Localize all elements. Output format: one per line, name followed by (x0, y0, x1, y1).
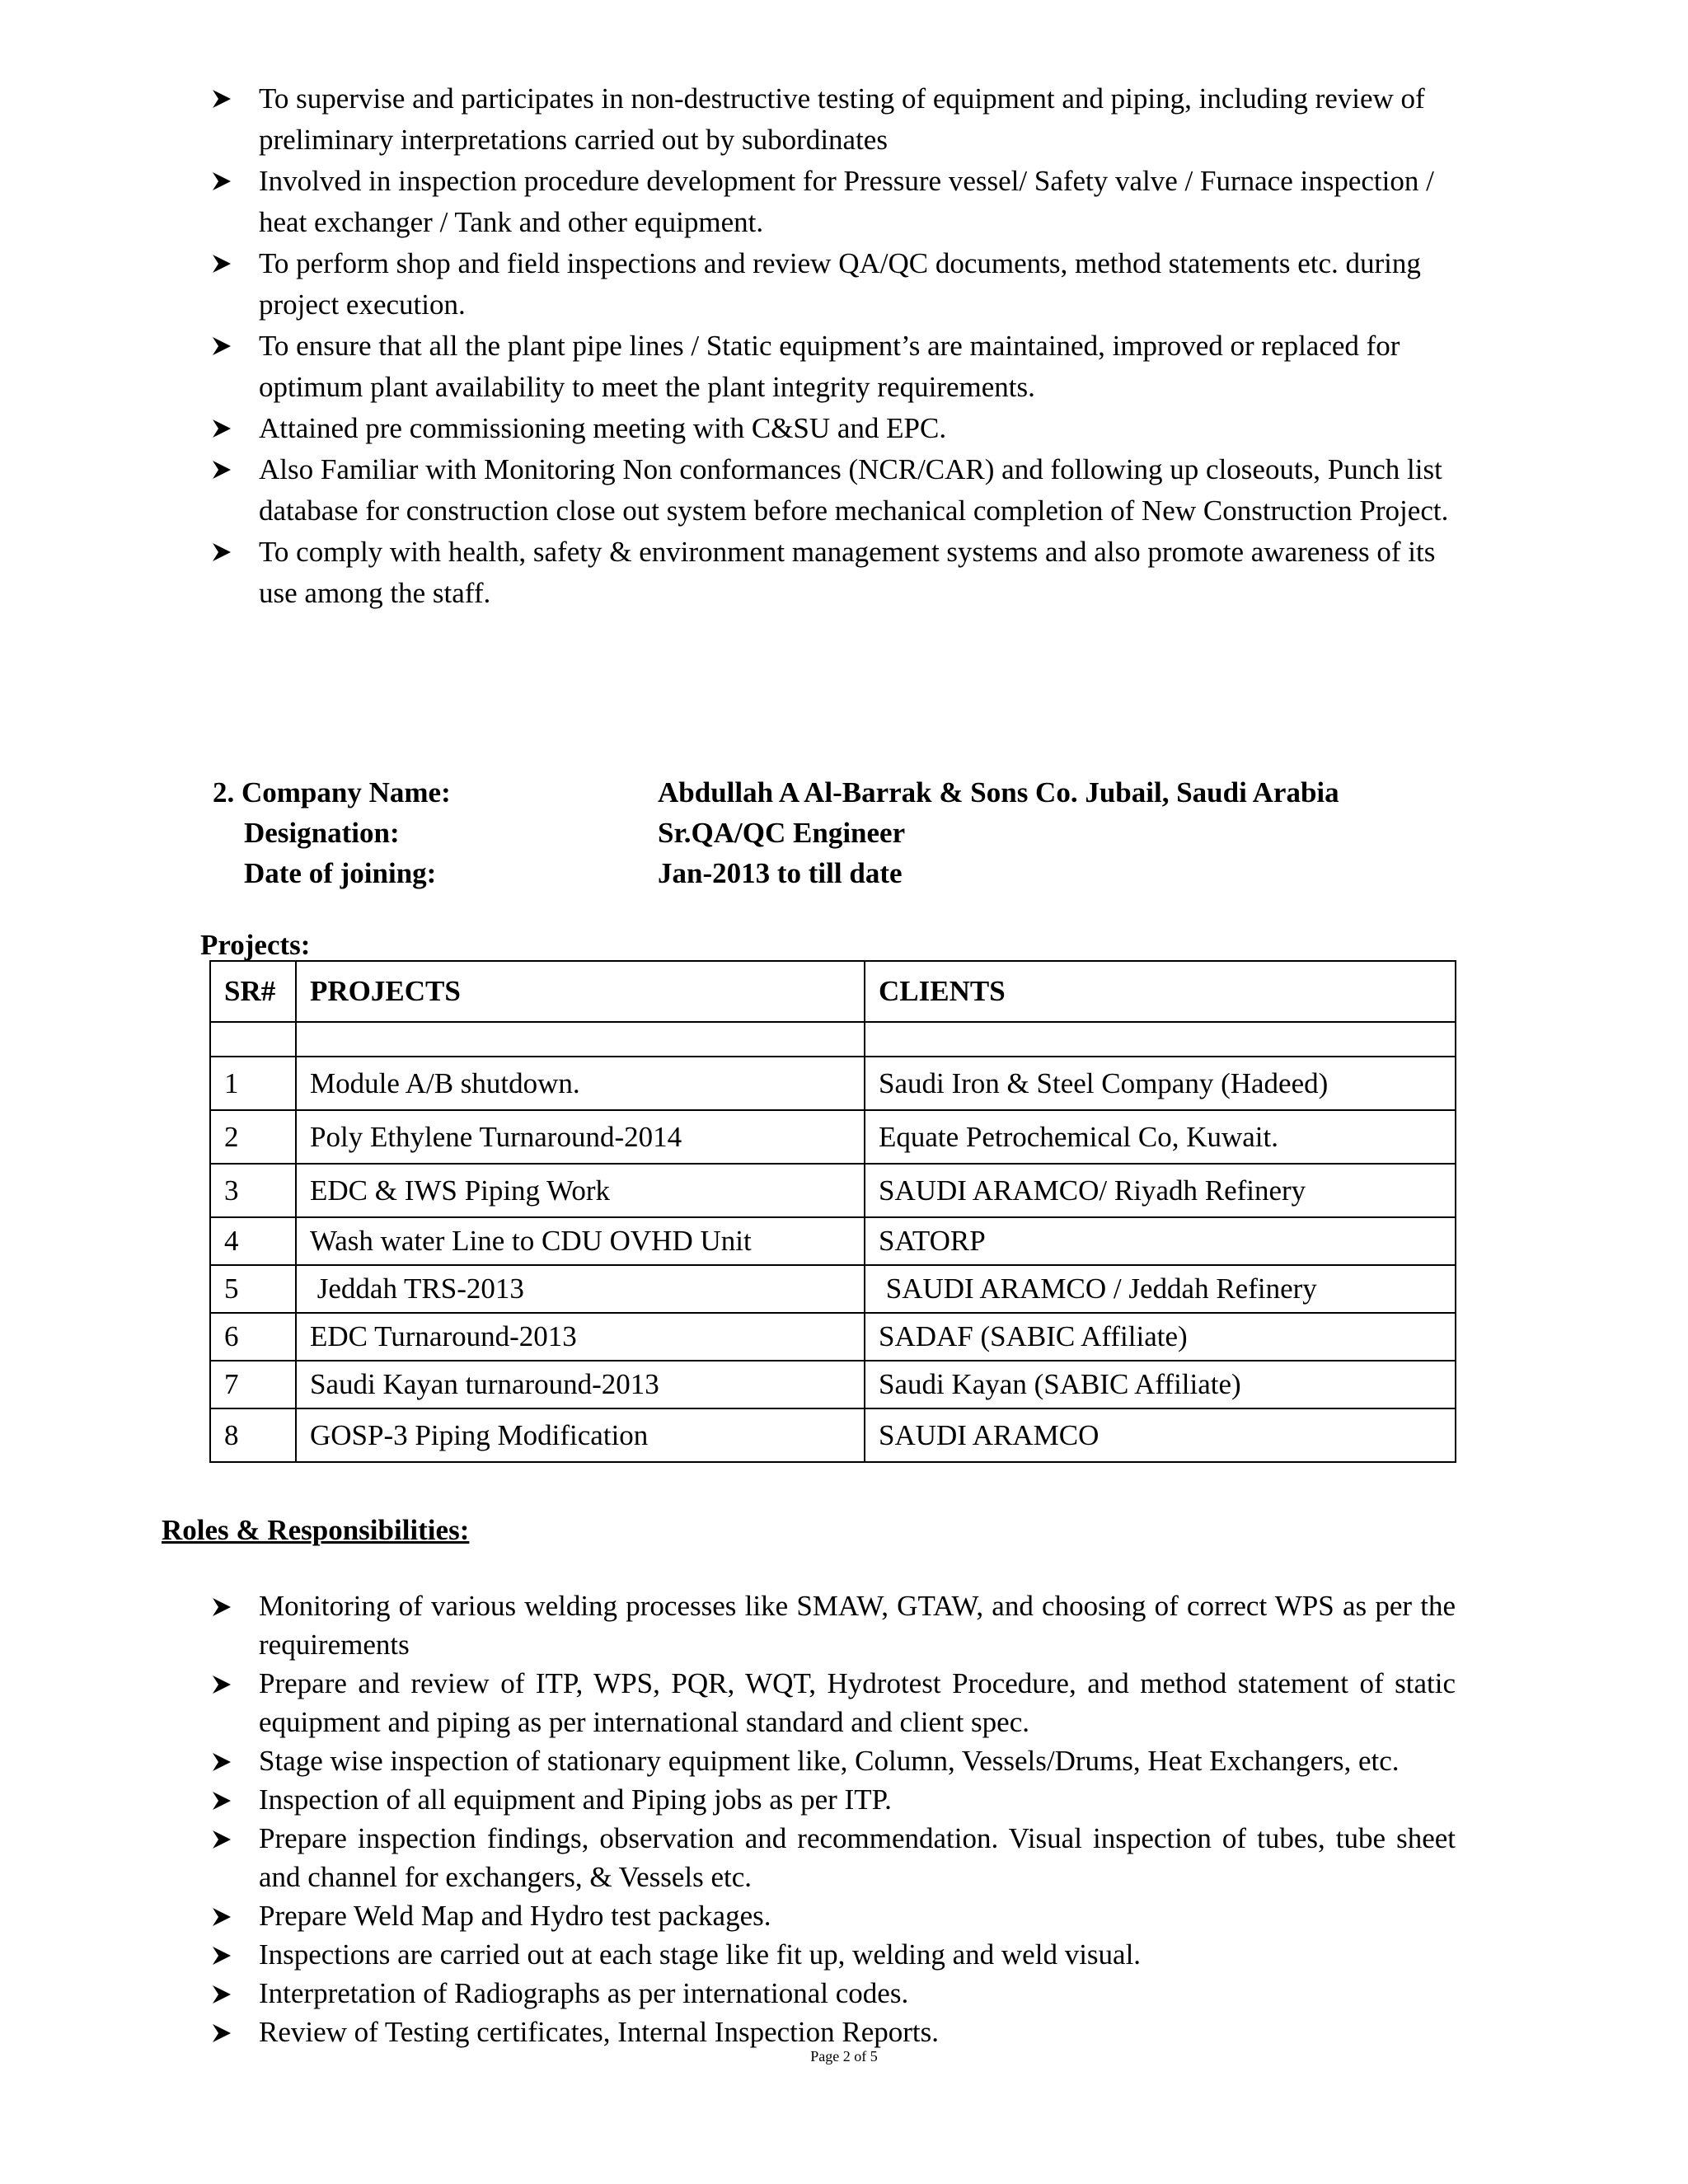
role-text: Monitoring of various welding processes like SMAW, GTAW, and choosing of correct WPS as per the requirements (259, 1590, 1456, 1661)
arrow-bullet-icon (211, 541, 232, 563)
role-text: Inspection of all equipment and Piping jobs as per ITP. (259, 1783, 892, 1816)
client-cell: SAUDI ARAMCO/ Riyadh Refinery (865, 1164, 1456, 1217)
designation-row (213, 813, 1339, 853)
roles-heading: Roles & Responsibilities: (162, 1514, 470, 1546)
arrow-bullet-icon (211, 1596, 232, 1618)
joining-label: Date of joining: (244, 857, 437, 889)
list-item (211, 161, 1456, 243)
role-text: Stage wise inspection of stationary equipment like, Column, Vessels/Drums, Heat Exchangers, etc. (259, 1745, 1400, 1777)
client-cell: Saudi Iron & Steel Company (Hadeed) (865, 1057, 1456, 1110)
duty-text: Also Familiar with Monitoring Non conformances (NCR/CAR) and following up closeouts, Punch list database for construction close out system before mechanical completion of New Construction Project. (259, 453, 1449, 527)
header-clients: CLIENTS (865, 961, 1456, 1022)
sr-cell: 7 (210, 1361, 296, 1408)
sr-cell: 4 (210, 1217, 296, 1265)
arrow-bullet-icon (211, 88, 232, 110)
table-row-blank (210, 1022, 1456, 1057)
duties-list (211, 78, 1456, 614)
client-cell: SAUDI ARAMCO (865, 1408, 1456, 1462)
arrow-bullet-icon (211, 459, 232, 480)
project-cell: Poly Ethylene Turnaround-2014 (296, 1110, 865, 1164)
sr-cell: 5 (210, 1265, 296, 1313)
duty-text: Attained pre commissioning meeting with C&SU and EPC. (259, 412, 947, 444)
table-cell (865, 1022, 1456, 1057)
projects-table (209, 960, 1456, 1463)
list-item (211, 243, 1456, 326)
client-cell: Saudi Kayan (SABIC Affiliate) (865, 1361, 1456, 1408)
list-item (211, 1896, 1456, 1935)
project-cell: Saudi Kayan turnaround-2013 (296, 1361, 865, 1408)
table-row (210, 1361, 1456, 1408)
role-text: Prepare and review of ITP, WPS, PQR, WQT, Hydrotest Procedure, and method statement of static equipment and piping as per international standard and client spec. (259, 1667, 1456, 1738)
header-sr: SR# (210, 961, 296, 1022)
project-cell: Module A/B shutdown. (296, 1057, 865, 1110)
header-projects: PROJECTS (296, 961, 865, 1022)
arrow-bullet-icon (211, 1984, 232, 2005)
project-cell: EDC & IWS Piping Work (296, 1164, 865, 1217)
sr-cell: 6 (210, 1313, 296, 1361)
company-name-label: 2. Company Name: (213, 776, 451, 808)
role-text: Inspections are carried out at each stage like fit up, welding and weld visual. (259, 1938, 1142, 1971)
arrow-bullet-icon (211, 335, 232, 357)
designation-label: Designation: (244, 817, 400, 849)
arrow-bullet-icon (211, 1906, 232, 1928)
joining-value: Jan-2013 to till date (658, 857, 903, 889)
table-row (210, 1408, 1456, 1462)
client-cell: SAUDI ARAMCO / Jeddah Refinery (865, 1265, 1456, 1313)
list-item (211, 1819, 1456, 1896)
designation-value: Sr.QA/QC Engineer (658, 817, 906, 849)
arrow-bullet-icon (211, 171, 232, 192)
list-item (211, 1586, 1456, 1664)
sr-cell: 1 (210, 1057, 296, 1110)
sr-cell: 2 (210, 1110, 296, 1164)
arrow-bullet-icon (211, 1829, 232, 1850)
table-cell (210, 1022, 296, 1057)
company-name-value: Abdullah A Al-Barrak & Sons Co. Jubail, Saudi Arabia (658, 776, 1339, 808)
table-row (210, 1164, 1456, 1217)
project-cell: EDC Turnaround-2013 (296, 1313, 865, 1361)
arrow-bullet-icon (211, 1790, 232, 1811)
list-item (211, 408, 1456, 449)
table-cell (296, 1022, 865, 1057)
list-item (211, 449, 1456, 532)
client-cell: Equate Petrochemical Co, Kuwait. (865, 1110, 1456, 1164)
role-text: Prepare inspection findings, observation and recommendation. Visual inspection of tubes, tube sheet and channel for exchangers, & Vessels etc. (259, 1822, 1456, 1893)
duty-text: To perform shop and field inspections and review QA/QC documents, method statements etc. during project execution. (259, 247, 1421, 321)
list-item (211, 1974, 1456, 2013)
roles-list (211, 1586, 1456, 2051)
arrow-bullet-icon (211, 2022, 232, 2044)
duty-text: To supervise and participates in non-destructive testing of equipment and piping, including review of preliminary interpretations carried out by subordinates (259, 82, 1425, 156)
list-item (211, 1935, 1456, 1974)
duty-text: To ensure that all the plant pipe lines / Static equipment’s are maintained, improved or replaced for optimum plant availability to meet the plant integrity requirements. (259, 330, 1400, 403)
arrow-bullet-icon (211, 1945, 232, 1966)
client-cell: SADAF (SABIC Affiliate) (865, 1313, 1456, 1361)
project-cell: GOSP-3 Piping Modification (296, 1408, 865, 1462)
table-row (210, 1217, 1456, 1265)
project-cell: Wash water Line to CDU OVHD Unit (296, 1217, 865, 1265)
list-item (211, 1741, 1456, 1780)
arrow-bullet-icon (211, 418, 232, 439)
table-row (210, 1265, 1456, 1313)
joining-row (213, 853, 1339, 893)
sr-cell: 8 (210, 1408, 296, 1462)
list-item (211, 326, 1456, 408)
list-item (211, 78, 1456, 161)
arrow-bullet-icon (211, 1751, 232, 1773)
company-details (213, 772, 1339, 893)
duty-text: Involved in inspection procedure development for Pressure vessel/ Safety valve / Furnace inspection / heat exchanger / Tank and other equipment. (259, 165, 1434, 238)
project-cell: Jeddah TRS-2013 (296, 1265, 865, 1313)
page-number: Page 2 of 5 (810, 2048, 878, 2064)
role-text: Prepare Weld Map and Hydro test packages. (259, 1900, 771, 1932)
table-header-row (210, 961, 1456, 1022)
arrow-bullet-icon (211, 1674, 232, 1695)
role-text: Interpretation of Radiographs as per international codes. (259, 1977, 909, 2009)
role-text: Review of Testing certificates, Internal Inspection Reports. (259, 2016, 939, 2048)
list-item (211, 2013, 1456, 2051)
client-cell: SATORP (865, 1217, 1456, 1265)
list-item (211, 1780, 1456, 1819)
table-row (210, 1313, 1456, 1361)
list-item (211, 1664, 1456, 1741)
sr-cell: 3 (210, 1164, 296, 1217)
table-row (210, 1110, 1456, 1164)
arrow-bullet-icon (211, 253, 232, 274)
company-name-row (213, 772, 1339, 813)
projects-label: Projects: (200, 929, 311, 961)
duty-text: To comply with health, safety & environment management systems and also promote awareness of its use among the staff. (259, 536, 1436, 609)
table-row (210, 1057, 1456, 1110)
list-item (211, 532, 1456, 614)
